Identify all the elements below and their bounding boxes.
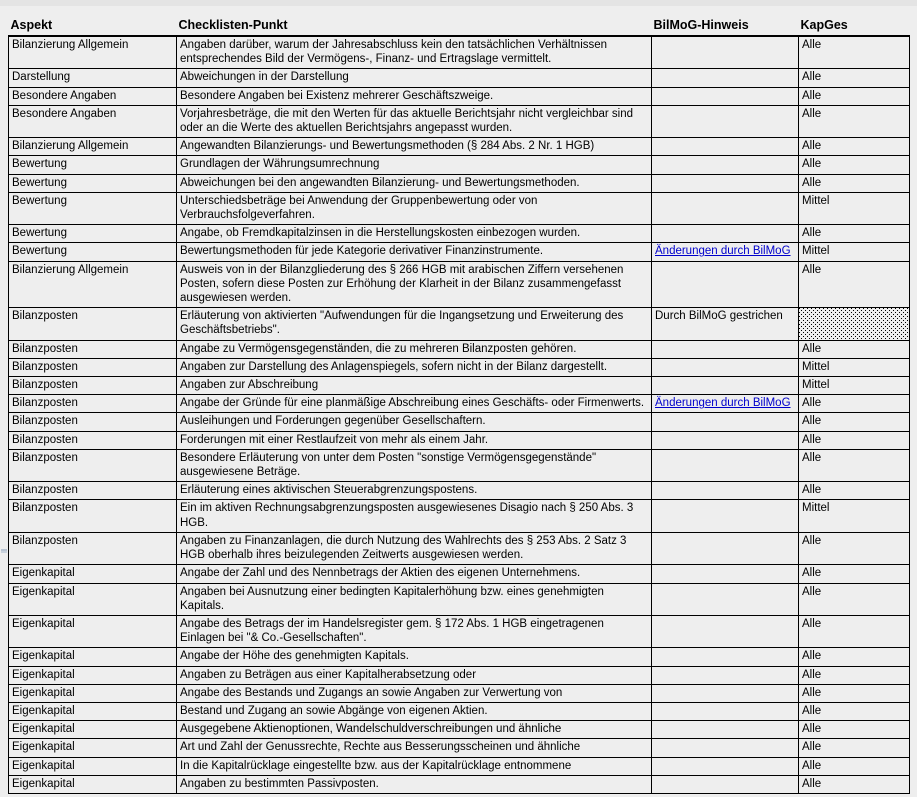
cell-kapges: Alle — [799, 431, 910, 449]
cell-kapges: Alle — [799, 721, 910, 739]
cell-bilmog-hinweis — [652, 482, 799, 500]
cell-kapges: Alle — [799, 174, 910, 192]
cell-kapges-hatched — [799, 308, 910, 340]
cell-checklisten-punkt: Angaben bei Ausnutzung einer bedingten Kapitalerhöhung bzw. eines genehmigten Kapitals. — [177, 583, 652, 615]
cell-checklisten-punkt: Angabe der Gründe für eine planmäßige Abschreibung eines Geschäfts- oder Firmenwerts. — [177, 395, 652, 413]
table-row — [9, 532, 910, 564]
cell-kapges: Alle — [799, 449, 910, 481]
cell-checklisten-punkt: Unterschiedsbeträge bei Anwendung der Gruppenbewertung oder von Verbrauchsfolgeverfahren. — [177, 192, 652, 224]
cell-checklisten-punkt: Angaben darüber, warum der Jahresabschluss kein den tatsächlichen Verhältnissen entsprechendes Bild der Vermögens-, Finanz- und Ertragslage vermittelt. — [177, 36, 652, 69]
table-row — [9, 174, 910, 192]
cell-kapges: Alle — [799, 648, 910, 666]
cell-bilmog-hinweis — [652, 721, 799, 739]
cell-checklisten-punkt: Art und Zahl der Genussrechte, Rechte aus Besserungsscheinen und ähnliche — [177, 739, 652, 757]
cell-bilmog-hinweis — [652, 174, 799, 192]
table-row — [9, 261, 910, 308]
cell-aspekt: Bewertung — [9, 174, 177, 192]
cell-aspekt: Bilanzposten — [9, 500, 177, 532]
cell-kapges: Alle — [799, 482, 910, 500]
cell-aspekt: Eigenkapital — [9, 721, 177, 739]
cell-kapges: Alle — [799, 532, 910, 564]
table-row — [9, 156, 910, 174]
cell-aspekt: Bilanzierung Allgemein — [9, 138, 177, 156]
cell-aspekt: Bewertung — [9, 225, 177, 243]
cell-aspekt: Darstellung — [9, 69, 177, 87]
cell-checklisten-punkt: Angaben zu Beträgen aus einer Kapitalherabsetzung oder — [177, 666, 652, 684]
cell-bilmog-hinweis — [652, 138, 799, 156]
table-row — [9, 87, 910, 105]
cell-bilmog-hinweis — [652, 583, 799, 615]
cell-aspekt: Bewertung — [9, 192, 177, 224]
table-row — [9, 413, 910, 431]
cell-aspekt: Bilanzposten — [9, 413, 177, 431]
table-row — [9, 684, 910, 702]
table-row — [9, 69, 910, 87]
table-row — [9, 775, 910, 793]
cell-kapges: Alle — [799, 739, 910, 757]
cell-kapges: Mittel — [799, 377, 910, 395]
cell-checklisten-punkt: Ausgegebene Aktienoptionen, Wandelschuldverschreibungen und ähnliche — [177, 721, 652, 739]
table-header — [9, 10, 910, 36]
cell-kapges: Alle — [799, 105, 910, 137]
cell-aspekt: Eigenkapital — [9, 684, 177, 702]
table-row — [9, 395, 910, 413]
cell-aspekt: Bilanzposten — [9, 377, 177, 395]
cell-aspekt: Eigenkapital — [9, 757, 177, 775]
cell-checklisten-punkt: Besondere Erläuterung von unter dem Posten "sonstige Vermögensgegenstände" ausgewiesene Beträge. — [177, 449, 652, 481]
cell-kapges: Mittel — [799, 243, 910, 261]
table-row — [9, 500, 910, 532]
cell-bilmog-hinweis — [652, 225, 799, 243]
column-header-bilmog-hinweis: BilMoG-Hinweis — [652, 10, 799, 36]
cell-checklisten-punkt: Grundlagen der Währungsumrechnung — [177, 156, 652, 174]
table-row — [9, 648, 910, 666]
cell-checklisten-punkt: Ausleihungen und Forderungen gegenüber Gesellschaftern. — [177, 413, 652, 431]
cell-kapges: Alle — [799, 666, 910, 684]
table-row — [9, 358, 910, 376]
cell-bilmog-hinweis — [652, 775, 799, 793]
cell-aspekt: Besondere Angaben — [9, 105, 177, 137]
cell-checklisten-punkt: Bewertungsmethoden für jede Kategorie derivativer Finanzinstrumente. — [177, 243, 652, 261]
cell-kapges: Alle — [799, 684, 910, 702]
cell-bilmog-hinweis — [652, 377, 799, 395]
cell-bilmog-hinweis — [652, 358, 799, 376]
cell-bilmog-hinweis — [652, 565, 799, 583]
cell-aspekt: Eigenkapital — [9, 739, 177, 757]
cell-bilmog-hinweis — [652, 739, 799, 757]
cell-aspekt: Eigenkapital — [9, 702, 177, 720]
cell-aspekt: Bewertung — [9, 156, 177, 174]
cell-checklisten-punkt: Angabe, ob Fremdkapitalzinsen in die Herstellungskosten einbezogen wurden. — [177, 225, 652, 243]
cell-bilmog-hinweis — [652, 615, 799, 647]
cell-aspekt: Bilanzposten — [9, 308, 177, 340]
cell-kapges: Alle — [799, 69, 910, 87]
cell-kapges: Alle — [799, 615, 910, 647]
cell-checklisten-punkt: Angaben zu bestimmten Passivposten. — [177, 775, 652, 793]
cell-bilmog-hinweis[interactable] — [652, 243, 799, 261]
cell-bilmog-hinweis — [652, 413, 799, 431]
cell-aspekt: Eigenkapital — [9, 648, 177, 666]
left-margin-tick — [1, 551, 7, 553]
cell-checklisten-punkt: Angabe der Höhe des genehmigten Kapitals. — [177, 648, 652, 666]
cell-bilmog-hinweis — [652, 431, 799, 449]
table-row — [9, 482, 910, 500]
cell-bilmog-hinweis — [652, 757, 799, 775]
cell-kapges: Alle — [799, 36, 910, 69]
cell-aspekt: Bilanzposten — [9, 340, 177, 358]
cell-checklisten-punkt: Besondere Angaben bei Existenz mehrerer Geschäftszweige. — [177, 87, 652, 105]
cell-bilmog-hinweis[interactable] — [652, 395, 799, 413]
cell-bilmog-hinweis — [652, 105, 799, 137]
cell-kapges: Alle — [799, 87, 910, 105]
table-row — [9, 666, 910, 684]
cell-bilmog-hinweis — [652, 69, 799, 87]
table-row — [9, 36, 910, 69]
table-row — [9, 583, 910, 615]
cell-bilmog-hinweis — [652, 192, 799, 224]
cell-kapges: Alle — [799, 775, 910, 793]
column-header-kapges: KapGes — [799, 10, 910, 36]
table-row — [9, 377, 910, 395]
table-row — [9, 192, 910, 224]
cell-bilmog-hinweis — [652, 156, 799, 174]
cell-bilmog-hinweis — [652, 36, 799, 69]
cell-checklisten-punkt: Bestand und Zugang an sowie Abgänge von eigenen Aktien. — [177, 702, 652, 720]
table-row — [9, 449, 910, 481]
cell-aspekt: Eigenkapital — [9, 565, 177, 583]
cell-checklisten-punkt: Angewandten Bilanzierungs- und Bewertungsmethoden (§ 284 Abs. 2 Nr. 1 HGB) — [177, 138, 652, 156]
table-row — [9, 721, 910, 739]
cell-checklisten-punkt: Angabe der Zahl und des Nennbetrags der Aktien des eigenen Unternehmens. — [177, 565, 652, 583]
cell-bilmog-hinweis — [652, 684, 799, 702]
table-row — [9, 757, 910, 775]
cell-checklisten-punkt: Angabe zu Vermögensgegenständen, die zu mehreren Bilanzposten gehören. — [177, 340, 652, 358]
cell-checklisten-punkt: Abweichungen bei den angewandten Bilanzierung- und Bewertungsmethoden. — [177, 174, 652, 192]
cell-bilmog-hinweis — [652, 340, 799, 358]
cell-kapges: Alle — [799, 138, 910, 156]
table-row — [9, 308, 910, 340]
cell-aspekt: Eigenkapital — [9, 583, 177, 615]
cell-bilmog-hinweis — [652, 87, 799, 105]
table-row — [9, 105, 910, 137]
cell-kapges: Mittel — [799, 358, 910, 376]
cell-kapges: Alle — [799, 156, 910, 174]
table-row — [9, 243, 910, 261]
cell-kapges: Alle — [799, 413, 910, 431]
table-row — [9, 340, 910, 358]
cell-aspekt: Bilanzposten — [9, 431, 177, 449]
cell-aspekt: Eigenkapital — [9, 615, 177, 647]
cell-kapges: Alle — [799, 583, 910, 615]
cell-aspekt: Bilanzposten — [9, 449, 177, 481]
table-row — [9, 138, 910, 156]
cell-kapges: Alle — [799, 757, 910, 775]
cell-bilmog-hinweis — [652, 702, 799, 720]
cell-checklisten-punkt: Erläuterung von aktivierten "Aufwendungen für die Ingangsetzung und Erweiterung des Geschäftsbetriebs". — [177, 308, 652, 340]
table-row — [9, 431, 910, 449]
table-row — [9, 615, 910, 647]
column-header-aspekt: Aspekt — [9, 10, 177, 36]
cell-aspekt: Eigenkapital — [9, 775, 177, 793]
cell-bilmog-hinweis — [652, 500, 799, 532]
cell-bilmog-hinweis — [652, 666, 799, 684]
cell-aspekt: Bilanzposten — [9, 532, 177, 564]
cell-kapges: Mittel — [799, 192, 910, 224]
bilmog-change-link[interactable]: Änderungen durch BilMoG — [655, 245, 791, 258]
cell-bilmog-hinweis: Durch BilMoG gestrichen — [652, 308, 799, 340]
cell-aspekt: Eigenkapital — [9, 666, 177, 684]
cell-kapges: Alle — [799, 565, 910, 583]
cell-checklisten-punkt: Angaben zu Finanzanlagen, die durch Nutzung des Wahlrechts des § 253 Abs. 2 Satz 3 HGB oberhalb ihres beizulegenden Zeitwerts ausgewiesen werden. — [177, 532, 652, 564]
cell-checklisten-punkt: In die Kapitalrücklage eingestellte bzw. aus der Kapitalrücklage entnommene — [177, 757, 652, 775]
bilmog-change-link[interactable]: Änderungen durch BilMoG — [655, 397, 791, 410]
cell-kapges: Mittel — [799, 500, 910, 532]
cell-aspekt: Bewertung — [9, 243, 177, 261]
cell-aspekt: Bilanzposten — [9, 482, 177, 500]
table-row — [9, 225, 910, 243]
cell-kapges: Alle — [799, 395, 910, 413]
checklist-table — [8, 10, 910, 794]
cell-bilmog-hinweis — [652, 261, 799, 308]
cell-kapges: Alle — [799, 261, 910, 308]
cell-checklisten-punkt: Forderungen mit einer Restlaufzeit von mehr als einem Jahr. — [177, 431, 652, 449]
cell-aspekt: Bilanzposten — [9, 358, 177, 376]
cell-checklisten-punkt: Vorjahresbeträge, die mit den Werten für das aktuelle Berichtsjahr nicht vergleichbar sind oder an die Werte des aktuellen Berichtsjahrs angepasst wurden. — [177, 105, 652, 137]
table-row — [9, 739, 910, 757]
cell-checklisten-punkt: Angaben zur Darstellung des Anlagenspiegels, sofern nicht in der Bilanz dargestellt. — [177, 358, 652, 376]
cell-aspekt: Besondere Angaben — [9, 87, 177, 105]
cell-checklisten-punkt: Angabe des Betrags der im Handelsregister gem. § 172 Abs. 1 HGB eingetragenen Einlagen bei "& Co.-Gesellschaften". — [177, 615, 652, 647]
cell-checklisten-punkt: Abweichungen in der Darstellung — [177, 69, 652, 87]
cell-checklisten-punkt: Ausweis von in der Bilanzgliederung des § 266 HGB mit arabischen Ziffern versehenen Posten, sofern diese Posten zur Erhöhung der Klarheit in der Bilanz zusammengefasst ausgewiesen werden. — [177, 261, 652, 308]
cell-kapges: Alle — [799, 225, 910, 243]
table-row — [9, 565, 910, 583]
cell-kapges: Alle — [799, 702, 910, 720]
cell-bilmog-hinweis — [652, 532, 799, 564]
table-row — [9, 702, 910, 720]
cell-bilmog-hinweis — [652, 648, 799, 666]
cell-checklisten-punkt: Angaben zur Abschreibung — [177, 377, 652, 395]
cell-aspekt: Bilanzierung Allgemein — [9, 36, 177, 69]
table-body — [9, 36, 910, 793]
checklist-sheet — [8, 10, 909, 794]
cell-checklisten-punkt: Angabe des Bestands und Zugangs an sowie Angaben zur Verwertung von — [177, 684, 652, 702]
column-header-checklisten-punkt: Checklisten-Punkt — [177, 10, 652, 36]
cell-aspekt: Bilanzposten — [9, 395, 177, 413]
cell-checklisten-punkt: Erläuterung eines aktivischen Steuerabgrenzungspostens. — [177, 482, 652, 500]
cell-bilmog-hinweis — [652, 449, 799, 481]
cell-checklisten-punkt: Ein im aktiven Rechnungsabgrenzungsposten ausgewiesenes Disagio nach § 250 Abs. 3 HGB. — [177, 500, 652, 532]
cell-kapges: Alle — [799, 340, 910, 358]
cell-aspekt: Bilanzierung Allgemein — [9, 261, 177, 308]
